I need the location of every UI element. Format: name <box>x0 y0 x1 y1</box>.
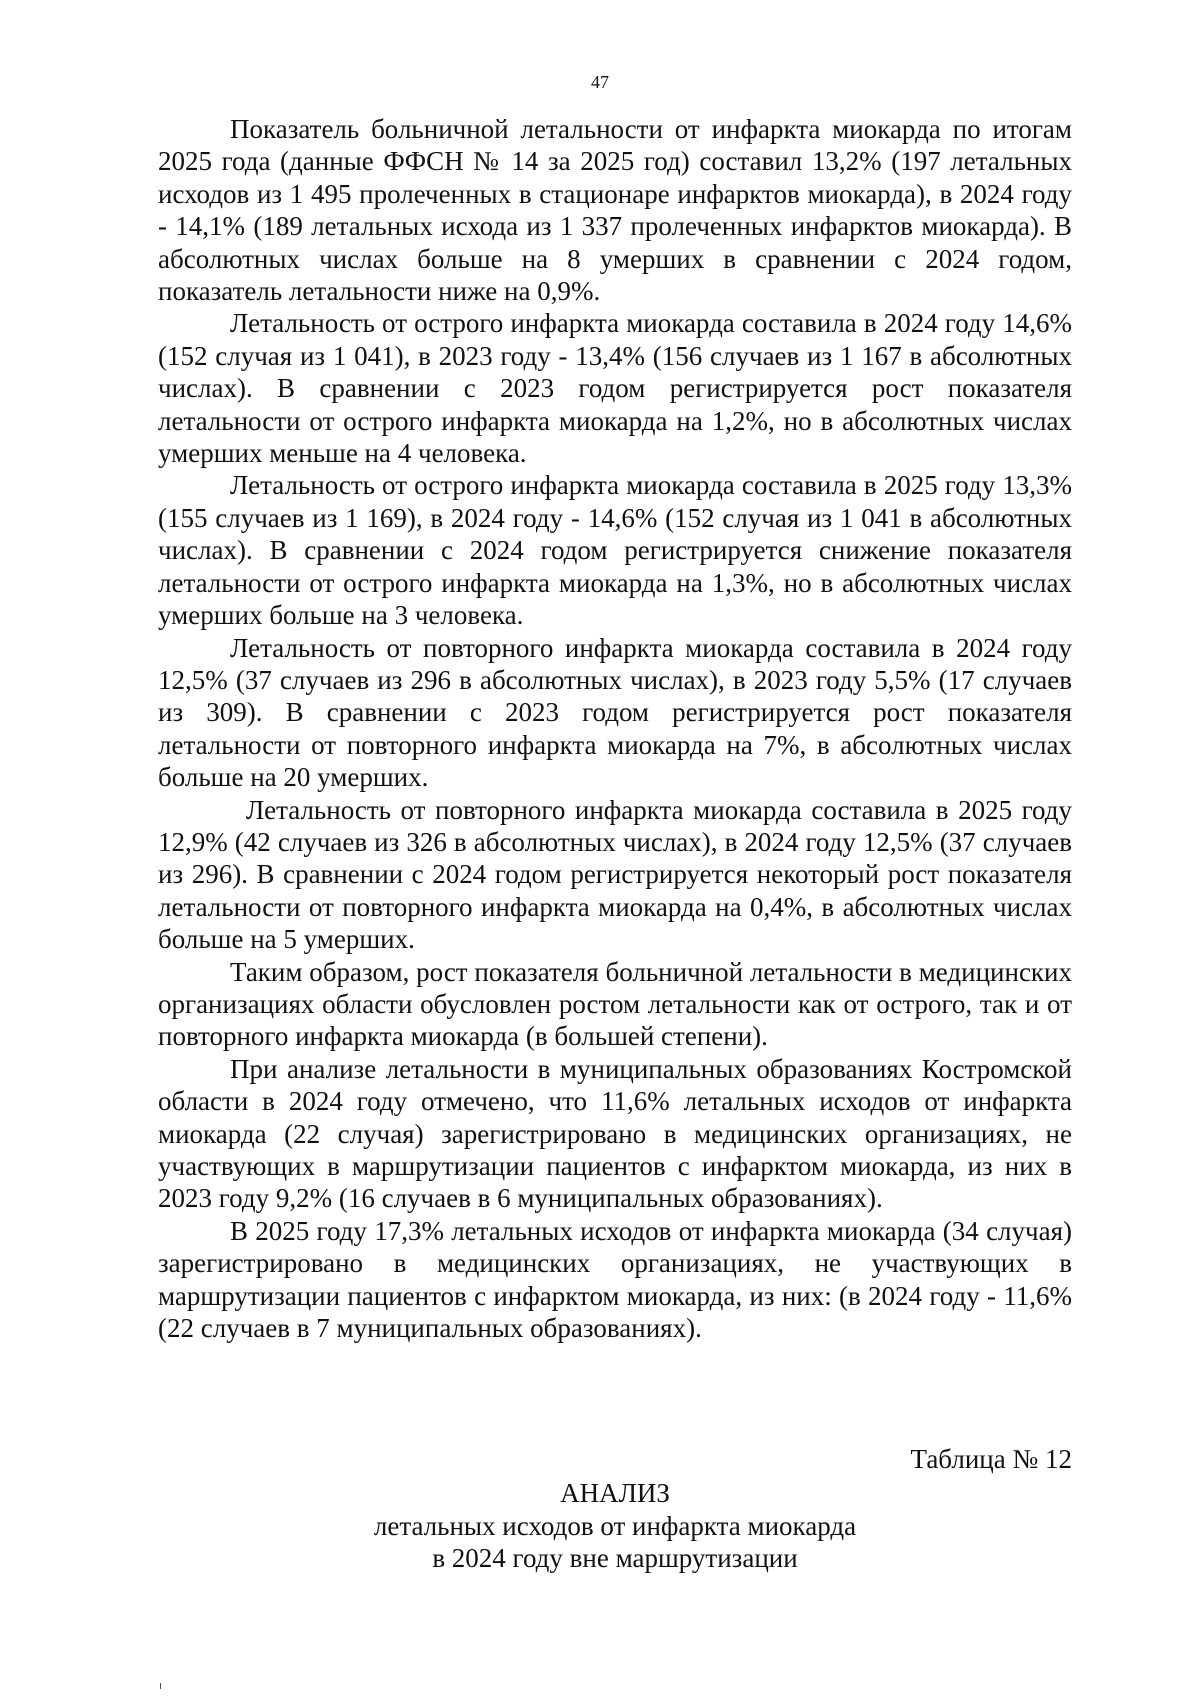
page-number: 47 <box>591 72 609 92</box>
table-subtitle-line-1: летальных исходов от инфаркта миокарда <box>373 1510 857 1541</box>
paragraph-repeat-mi-2024: Летальность от повторного инфаркта миокарда составила в 2024 году 12,5% (37 случаев из 296 в абсолютных числах), в 2023 году 5,5% (17 случаев из 309). В сравнении с 2023 годом регистрируется рост показателя летальности от повторного инфаркта миокарда на 7%, в абсолютных числах больше на 20 умерших. <box>158 632 1072 793</box>
table-title: АНАЛИЗ <box>560 1478 670 1508</box>
paragraph-2025-routing: В 2025 году 17,3% летальных исходов от инфаркта миокарда (34 случая) зарегистрировано в медицинских организациях, не участвующих в маршрутизации пациентов с инфарктом миокарда, из них: (в 2024 году - 11,6% (22 случаев в 7 муниципальных образованиях). <box>158 1215 1072 1344</box>
table-subtitle-line-2: в 2024 году вне маршрутизации <box>432 1543 798 1573</box>
paragraph-acute-mi-2024: Летальность от острого инфаркта миокарда составила в 2024 году 14,6% (152 случая из 1 041), в 2023 году - 13,4% (156 случаев из 1 167 в абсолютных числах). В сравнении с 2023 годом регистрируется рост показателя летальности от острого инфаркта миокарда на 1,2%, но в абсолютных числах умерших меньше на 4 человека. <box>158 308 1072 469</box>
paragraph-conclusion: Таким образом, рост показателя больничной летальности в медицинских организациях области обусловлен ростом летальности как от острого, так и от повторного инфаркта миокарда (в большей степени). <box>158 956 1072 1052</box>
paragraph-municipal-analysis: При анализе летальности в муниципальных образованиях Костромской области в 2024 году отмечено, что 11,6% летальных исходов от инфаркта миокарда (22 случая) зарегистрировано в медицинских организациях, не участвующих в маршрутизации пациентов с инфарктом миокарда, из них в 2023 году 9,2% (16 случаев в 6 муниципальных образованиях). <box>158 1053 1072 1214</box>
paragraph-repeat-mi-2025: Летальность от повторного инфаркта миокарда составила в 2025 году 12,9% (42 случаев из 326 в абсолютных числах), в 2024 году 12,5% (37 случаев из 296). В сравнении с 2024 годом регистрируется некоторый рост показателя летальности от повторного инфаркта миокарда на 0,4%, в абсолютных числах больше на 5 умерших. <box>158 794 1072 955</box>
scan-mark <box>160 1683 161 1689</box>
paragraph-acute-mi-2025: Летальность от острого инфаркта миокарда составила в 2025 году 13,3% (155 случаев из 1 169), в 2024 году - 14,6% (152 случая из 1 041 в абсолютных числах). В сравнении с 2024 годом регистрируется снижение показателя летальности от острого инфаркта миокарда на 1,3%, но в абсолютных числах умерших больше на 3 человека. <box>158 470 1072 631</box>
paragraph-hospital-mortality: Показатель больничной летальности от инфаркта миокарда по итогам 2025 года (данные ФФСН № 14 за 2025 год) составил 13,2% (197 летальных исходов из 1 495 пролеченных в стационаре инфарктов миокарда), в 2024 году - 14,1% (189 летальных исхода из 1 337 пролеченных инфарктов миокарда). В абсолютных числах больше на 8 умерших в сравнении с 2024 годом, показатель летальности ниже на 0,9%. <box>158 114 1072 307</box>
table-heading <box>0 1477 1200 1575</box>
body-text <box>158 113 1072 1344</box>
table-caption: Таблица № 12 <box>910 1444 1072 1474</box>
